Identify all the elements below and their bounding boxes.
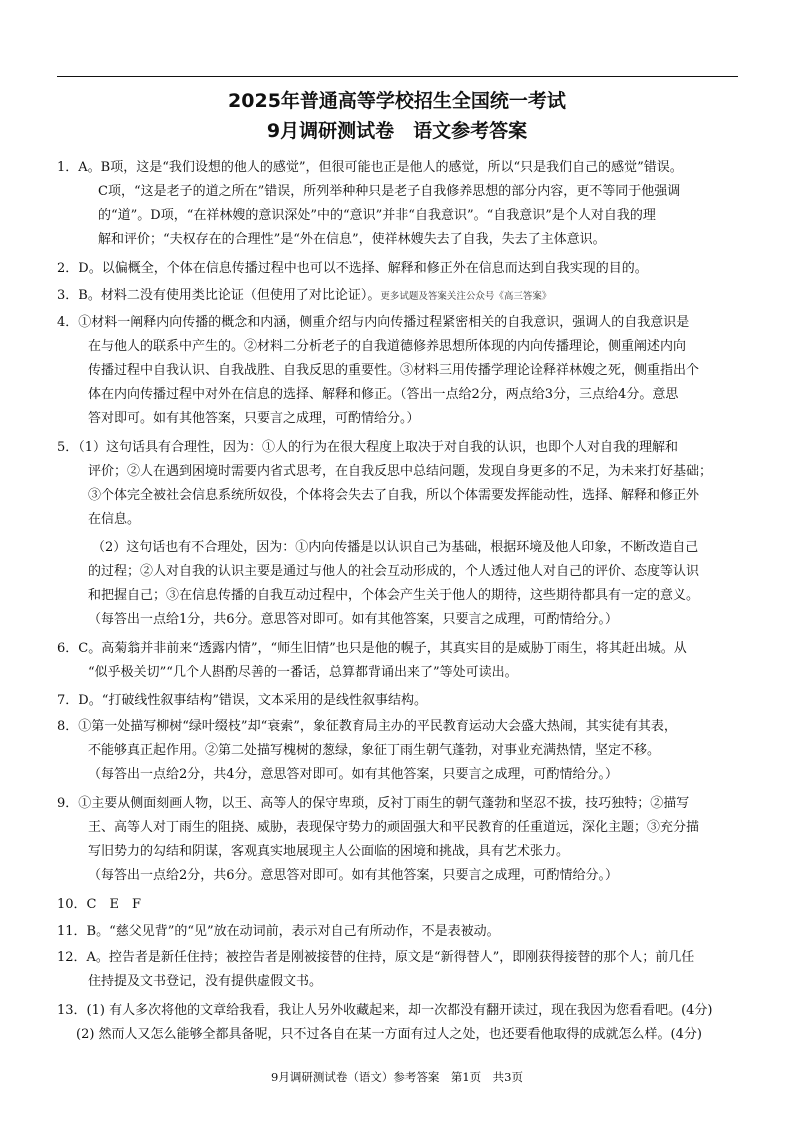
answer-9-line-2: 王、高等人对丁雨生的阻挠、威胁，表现保守势力的顽固强大和平民教育的任重道远，深化主题；③充分描	[88, 820, 700, 835]
answer-12-line-2: 住持提及文书登记，没有提供虚假文书。	[88, 974, 323, 989]
answer-5-line-1: 5．（1）这句话具有合理性，因为：①人的行为在很大程度上取决于对自我的认识，也即个人对自我的理解和	[57, 440, 679, 455]
answer-6-line-1: 6．C。高菊翁并非前来“透露内情”，“师生旧情”也只是他的幌子，其真实目的是威胁丁雨生，将其赶出城。从	[57, 641, 687, 656]
header-rule	[57, 76, 738, 77]
answer-8-line-2: 不能够真正起作用。②第二处描写槐树的葱绿，象征丁雨生朝气蓬勃，对事业充满热情，坚定不移。	[88, 743, 661, 758]
answer-13-line-1: 13．(1) 有人多次将他的文章给我看，我让人另外收藏起来，却一次都没有翻开读过，现在我因为您看看吧。(4分)	[57, 1003, 713, 1018]
exam-title: 2025年普通高等学校招生全国统一考试	[228, 90, 566, 112]
answer-5-line-8: （每答出一点给1分，共6分。意思答对即可。如有其他答案，只要言之成理，可酌情给分。）	[88, 612, 619, 627]
answer-3	[57, 284, 551, 309]
answer-1-line-1: 1．A。B项，这是“我们设想的他人的感觉”，但很可能也正是他人的感觉，所以“只是我们自己的感觉”错误。	[57, 160, 683, 175]
answer-key-title: 9月调研测试卷 语文参考答案	[266, 120, 528, 142]
answer-1-line-2: C项，“这是老子的道之所在”错误，所列举种种只是老子自我修养思想的部分内容，更不等同于他强调	[98, 184, 681, 199]
answer-5-line-2: 评价；②人在遇到困境时需要内省式思考，在自我反思中总结问题，发现自身更多的不足，为未来打好基础；	[88, 464, 713, 479]
answer-4-line-5: 答对即可。如有其他答案，只要言之成理，可酌情给分。）	[88, 411, 420, 426]
answer-4-line-3: 传播过程中自我认识、自我战胜、自我反思的重要性。③材料三用传播学理论诠释祥林嫂之死，侧重指出个	[88, 363, 700, 378]
answer-9-line-1: 9．①主要从侧面刻画人物，以王、高等人的保守卑琐，反衬丁雨生的朝气蓬勃和坚忍不拔，技巧独特；②描写	[57, 796, 690, 811]
answer-5-line-4: 在信息。	[88, 512, 141, 527]
page-footer: 9月调研测试卷（语文）参考答案 第1页 共3页	[271, 1070, 523, 1084]
answer-8-line-1: 8．①第一处描写柳树“绿叶缀枝”却“衰索”，象征教育局主办的平民教育运动大会盛大热闹，其实徒有其表，	[57, 719, 677, 734]
answer-4-line-4: 体在内向传播过程中对外在信息的选择、解释和修正。（答出一点给2分，两点给3分，三点给4分。意思	[88, 387, 679, 402]
answer-4-line-1: 4．①材料一阐释内向传播的概念和内涵，侧重介绍与内向传播过程紧密相关的自我意识，强调人的自我意识是	[57, 315, 690, 330]
answer-5-line-5: （2）这句话也有不合理处，因为：①内向传播是以认识自己为基础，根据环境及他人印象，不断改造自己	[92, 540, 699, 555]
answer-1-line-3: 的“道”。D项，“在祥林嫂的意识深处”中的“意识”并非“自我意识”。“自我意识”是个人对自我的理	[98, 208, 656, 223]
answer-8-line-3: （每答出一点给2分，共4分，意思答对即可。如有其他答案，只要言之成理，可酌情给分。）	[88, 767, 619, 782]
answer-12-line-1: 12．A。控告者是新任住持；被控告者是刚被接替的住持，原文是“新得替人”，即刚获得接替的那个人；前几任	[57, 950, 695, 965]
answer-13-line-2: (2) 然而人又怎么能够全都具备呢，只不过各自在某一方面有过人之处，也还要看他取得的成就怎么样。(4分)	[76, 1027, 702, 1042]
answer-1-line-4: 解和评价；“夫权存在的合理性”是“外在信息”，使祥林嫂失去了自我，失去了主体意识。	[98, 232, 606, 247]
answer-10: 10．C E F	[57, 897, 141, 912]
answer-5-line-6: 的过程；②人对自我的认识主要是通过与他人的社会互动形成的，个人透过他人对自己的评价、态度等认识	[88, 564, 700, 579]
answer-6-line-2: “似乎极关切”“几个人斟酌尽善的一番话，总算都背诵出来了”等处可读出。	[88, 665, 518, 680]
answer-11: 11．B。“慈父见背”的“见”放在动词前，表示对自己有所动作，不是表被动。	[57, 924, 500, 939]
answer-5-line-3: ③个体完全被社会信息系统所奴役，个体将会失去了自我，所以个体需要发挥能动性，选择、解释和修正外	[88, 488, 700, 503]
answer-4-line-2: 在与他人的联系中产生的。②材料二分析老子的自我道德修养思想所体现的内向传播理论，侧重阐述内向	[88, 339, 687, 354]
answer-7: 7．D。“打破线性叙事结构”错误，文本采用的是线性叙事结构。	[57, 693, 427, 708]
answer-2: 2．D。以偏概全，个体在信息传播过程中也可以不选择、解释和修正外在信息而达到自我实现的目的。	[57, 261, 648, 276]
answer-5-line-7: 和把握自己；③在信息传播的自我互动过程中，个体会产生关于他人的期待，这些期待都具有一定的意义。	[88, 588, 700, 603]
answer-9-line-3: 写旧势力的勾结和阴谋，客观真实地展现主人公面临的困境和挑战，具有艺术张力。	[88, 844, 570, 859]
answer-9-line-4: （每答出一点给2分，共6分。意思答对即可。如有其他答案，只要言之成理，可酌情给分。）	[88, 868, 619, 883]
answer-3-note: 更多试题及答案关注公众号《高三答案》	[380, 291, 552, 302]
answer-3-text: 3．B。材料二没有使用类比论证（但使用了对比论证）。	[57, 288, 381, 303]
